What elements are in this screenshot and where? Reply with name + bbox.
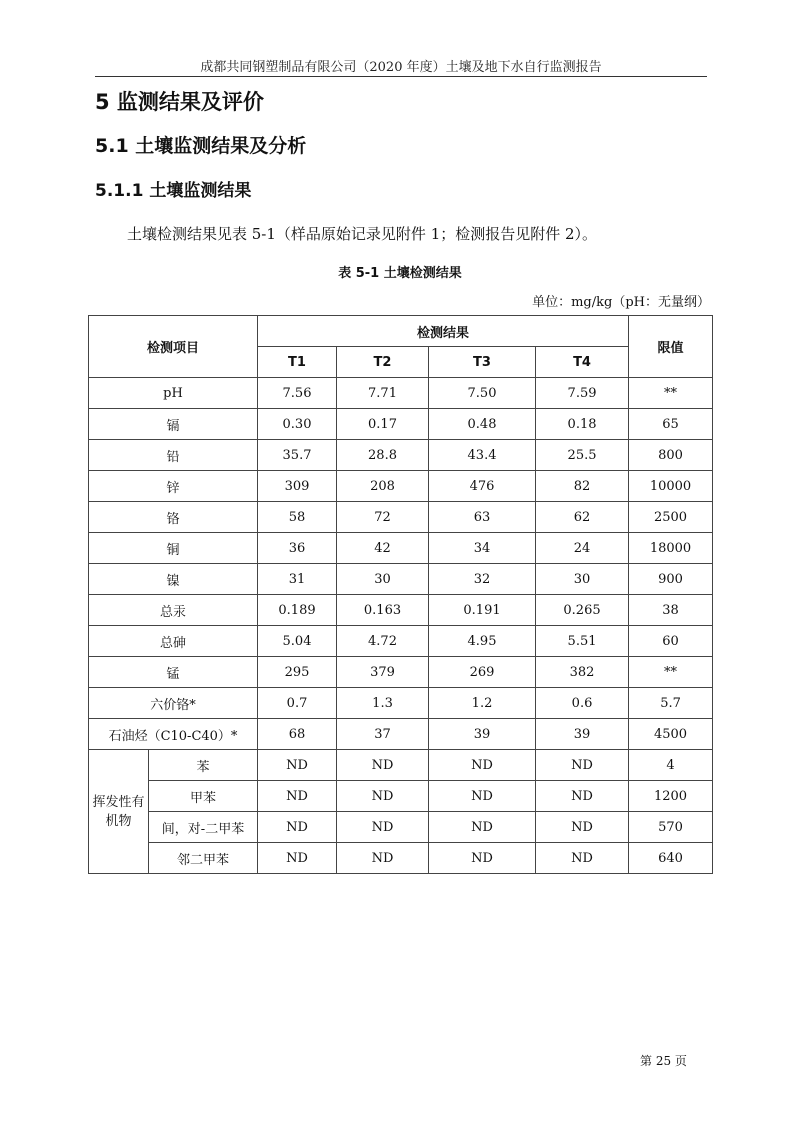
- value-cell: ND: [337, 750, 429, 781]
- item-name-cell: 六价铬*: [89, 688, 258, 719]
- value-cell: 34: [429, 533, 536, 564]
- item-name-cell: 锰: [89, 657, 258, 688]
- value-cell: 309: [258, 471, 337, 502]
- limit-cell: 10000: [629, 471, 713, 502]
- value-cell: ND: [337, 781, 429, 812]
- value-cell: 7.59: [536, 378, 629, 409]
- value-cell: 63: [429, 502, 536, 533]
- value-cell: 7.56: [258, 378, 337, 409]
- item-name-cell: 镉: [89, 409, 258, 440]
- value-cell: ND: [429, 750, 536, 781]
- table-row: [89, 378, 713, 409]
- value-cell: ND: [536, 781, 629, 812]
- value-cell: 31: [258, 564, 337, 595]
- limit-cell: 640: [629, 843, 713, 874]
- value-cell: 5.51: [536, 626, 629, 657]
- limit-cell: 4500: [629, 719, 713, 750]
- value-cell: 295: [258, 657, 337, 688]
- subsubsection-heading: 5.1.1 土壤监测结果: [95, 181, 252, 201]
- item-name-cell: 总汞: [89, 595, 258, 626]
- table-row: [89, 812, 713, 843]
- table-row: [89, 471, 713, 502]
- value-cell: 1.2: [429, 688, 536, 719]
- limit-cell: 4: [629, 750, 713, 781]
- table-row: [89, 502, 713, 533]
- value-cell: 0.191: [429, 595, 536, 626]
- value-cell: 30: [536, 564, 629, 595]
- value-cell: 379: [337, 657, 429, 688]
- value-cell: 0.265: [536, 595, 629, 626]
- value-cell: 0.17: [337, 409, 429, 440]
- value-cell: 0.6: [536, 688, 629, 719]
- item-name-cell: 间，对-二甲苯: [149, 812, 258, 843]
- table-row: [89, 781, 713, 812]
- item-name-cell: 石油烃（C10-C40）*: [89, 719, 258, 750]
- intro-paragraph: 土壤检测结果见表 5-1（样品原始记录见附件 1；检测报告见附件 2）。: [127, 225, 598, 243]
- value-cell: 0.7: [258, 688, 337, 719]
- group-label-cell: 挥发性有机物: [89, 750, 149, 874]
- item-name-cell: pH: [89, 378, 258, 409]
- table-row: [89, 657, 713, 688]
- header-results: 检测结果: [258, 316, 629, 347]
- subsection-heading: 5.1 土壤监测结果及分析: [95, 135, 307, 157]
- header-point: T3: [429, 347, 536, 378]
- value-cell: 68: [258, 719, 337, 750]
- item-name-cell: 邻二甲苯: [149, 843, 258, 874]
- value-cell: 82: [536, 471, 629, 502]
- value-cell: 35.7: [258, 440, 337, 471]
- value-cell: ND: [536, 750, 629, 781]
- value-cell: 72: [337, 502, 429, 533]
- limit-cell: 65: [629, 409, 713, 440]
- value-cell: 1.3: [337, 688, 429, 719]
- item-name-cell: 苯: [149, 750, 258, 781]
- limit-cell: 2500: [629, 502, 713, 533]
- value-cell: 30: [337, 564, 429, 595]
- table-row: [89, 750, 713, 781]
- header-limit: 限值: [629, 316, 713, 378]
- limit-cell: 1200: [629, 781, 713, 812]
- item-name-cell: 锌: [89, 471, 258, 502]
- value-cell: 25.5: [536, 440, 629, 471]
- value-cell: ND: [258, 750, 337, 781]
- value-cell: 4.72: [337, 626, 429, 657]
- section-heading: 5 监测结果及评价: [95, 90, 264, 114]
- value-cell: 7.50: [429, 378, 536, 409]
- value-cell: ND: [337, 843, 429, 874]
- header-point: T4: [536, 347, 629, 378]
- value-cell: 382: [536, 657, 629, 688]
- value-cell: ND: [258, 781, 337, 812]
- value-cell: ND: [258, 812, 337, 843]
- value-cell: 0.18: [536, 409, 629, 440]
- value-cell: 0.189: [258, 595, 337, 626]
- value-cell: ND: [258, 843, 337, 874]
- item-name-cell: 总砷: [89, 626, 258, 657]
- value-cell: 0.163: [337, 595, 429, 626]
- value-cell: ND: [429, 812, 536, 843]
- limit-cell: 60: [629, 626, 713, 657]
- table-row: [89, 595, 713, 626]
- page-header: 成都共同钢塑制品有限公司（2020 年度）土壤及地下水自行监测报告: [200, 60, 602, 75]
- limit-cell: 5.7: [629, 688, 713, 719]
- value-cell: 28.8: [337, 440, 429, 471]
- item-name-cell: 铬: [89, 502, 258, 533]
- table-row: [89, 719, 713, 750]
- limit-cell: 38: [629, 595, 713, 626]
- table-row: [89, 564, 713, 595]
- value-cell: 269: [429, 657, 536, 688]
- soil-results-table: [88, 315, 713, 874]
- header-point: T1: [258, 347, 337, 378]
- item-name-cell: 铜: [89, 533, 258, 564]
- header-divider: [95, 76, 707, 77]
- value-cell: ND: [536, 843, 629, 874]
- value-cell: 62: [536, 502, 629, 533]
- value-cell: ND: [429, 843, 536, 874]
- value-cell: 43.4: [429, 440, 536, 471]
- item-name-cell: 甲苯: [149, 781, 258, 812]
- value-cell: 208: [337, 471, 429, 502]
- page-number: 第 25 页: [640, 1054, 687, 1068]
- value-cell: 39: [536, 719, 629, 750]
- value-cell: ND: [536, 812, 629, 843]
- limit-cell: 18000: [629, 533, 713, 564]
- header-item: 检测项目: [89, 316, 258, 378]
- value-cell: 42: [337, 533, 429, 564]
- item-name-cell: 镍: [89, 564, 258, 595]
- value-cell: ND: [429, 781, 536, 812]
- limit-cell: 900: [629, 564, 713, 595]
- value-cell: 58: [258, 502, 337, 533]
- table-row: [89, 440, 713, 471]
- value-cell: 37: [337, 719, 429, 750]
- table-row: [89, 688, 713, 719]
- limit-cell: **: [629, 378, 713, 409]
- item-name-cell: 铅: [89, 440, 258, 471]
- value-cell: 24: [536, 533, 629, 564]
- limit-cell: 570: [629, 812, 713, 843]
- value-cell: 36: [258, 533, 337, 564]
- table-body: [89, 378, 713, 874]
- value-cell: ND: [337, 812, 429, 843]
- table-caption: 表 5-1 土壤检测结果: [338, 266, 462, 281]
- value-cell: 39: [429, 719, 536, 750]
- limit-cell: 800: [629, 440, 713, 471]
- value-cell: 0.48: [429, 409, 536, 440]
- header-point: T2: [337, 347, 429, 378]
- value-cell: 5.04: [258, 626, 337, 657]
- limit-cell: **: [629, 657, 713, 688]
- table-row: [89, 533, 713, 564]
- value-cell: 4.95: [429, 626, 536, 657]
- table-row: [89, 843, 713, 874]
- value-cell: 32: [429, 564, 536, 595]
- value-cell: 476: [429, 471, 536, 502]
- value-cell: 0.30: [258, 409, 337, 440]
- table-row: [89, 409, 713, 440]
- table-unit-note: 单位：mg/kg（pH：无量纲）: [532, 295, 710, 310]
- table-row: [89, 626, 713, 657]
- value-cell: 7.71: [337, 378, 429, 409]
